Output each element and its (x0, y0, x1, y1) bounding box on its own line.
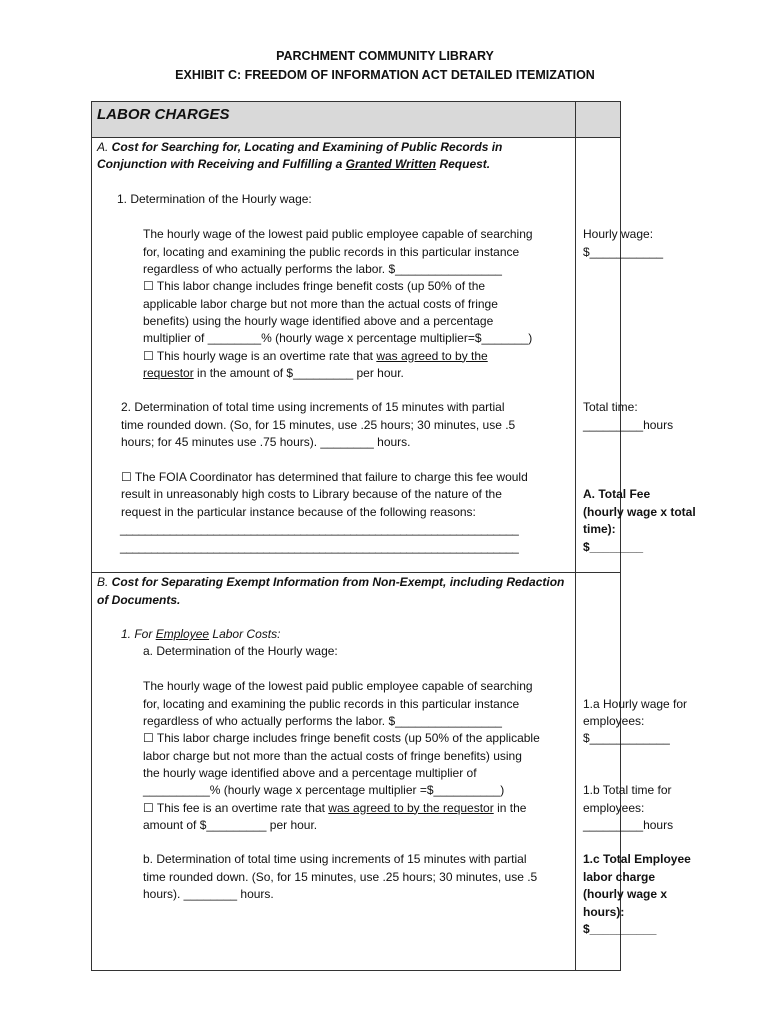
foia-reason-blank[interactable]: ________________________________________________________________ (120, 522, 519, 536)
hourly-wage-blank[interactable]: $___________ (583, 244, 664, 259)
section-b-item-b-line: time rounded down. (So, for 15 minutes, use .25 hours; 30 minutes, use .5 (143, 869, 538, 884)
employee-total-time-blank[interactable]: _________hours (583, 818, 674, 832)
foia-coordinator-line: request in the particular instance because of the following reasons: (121, 504, 476, 519)
section-a-wage-blank-line: regardless of who actually performs the labor. $________________ (143, 262, 502, 276)
section-b-wage-blank-line: regardless of who actually performs the labor. $________________ (143, 714, 502, 728)
section-a-multiplier-line: multiplier of ________% (hourly wage x percentage multiplier=$_______) (143, 331, 533, 345)
total-fee-blank[interactable]: $________ (583, 539, 644, 554)
employee-hourly-wage-label: employees: (583, 714, 645, 728)
section-divider (91, 572, 621, 573)
section-a-item-1: 1. Determination of the Hourly wage: (117, 192, 312, 206)
hourly-wage-label: Hourly wage: (583, 227, 654, 241)
section-a-wage-line: benefits) using the hourly wage identified above and a percentage (143, 314, 494, 328)
section-a-wage-line: The hourly wage of the lowest paid public employee capable of searching (143, 227, 533, 241)
employee-total-time-label: employees: (583, 800, 645, 815)
section-b-item-b-line: b. Determination of total time using increments of 15 minutes with partial (143, 852, 527, 866)
section-b-wage-line: the hourly wage identified above and a percentage multiplier of (143, 766, 477, 780)
section-b-heading-line2: of Documents. (97, 592, 181, 607)
foia-coordinator-checkbox-line[interactable]: ☐ The FOIA Coordinator has determined that failure to charge this fee would (121, 470, 528, 484)
foia-coordinator-line: result in unreasonably high costs to Library because of the nature of the (121, 487, 502, 501)
section-b-wage-line: for, locating and examining the public records in this particular instance (143, 696, 520, 711)
section-b-item-1: 1. For Employee Labor Costs: (121, 627, 281, 641)
section-a-overtime-line2: requestor in the amount of $_________ per hour. (143, 366, 404, 380)
total-fee-label: time): (583, 522, 616, 536)
column-divider (575, 101, 576, 971)
labor-charges-title: LABOR CHARGES (97, 106, 230, 123)
employee-labor-charge-label: hours): (583, 904, 625, 919)
section-a-wage-line: for, locating and examining the public records in this particular instance (143, 244, 520, 259)
employee-hourly-wage-label: 1.a Hourly wage for (583, 696, 688, 711)
section-b-overtime-line2: amount of $_________ per hour. (143, 818, 318, 832)
section-a-fringe-checkbox-line[interactable]: ☐ This labor change includes fringe benefit costs (up 50% of the (143, 279, 486, 293)
employee-labor-charge-label: (hourly wage x (583, 887, 668, 901)
section-a-item-2-line: time rounded down. (So, for 15 minutes, use .25 hours; 30 minutes, use .5 (121, 417, 516, 432)
employee-hourly-wage-blank[interactable]: $____________ (583, 731, 670, 745)
section-a-wage-line: applicable labor charge but not more than the actual costs of fringe (143, 296, 498, 311)
section-b-heading-line1: B. Cost for Separating Exempt Information from Non-Exempt, including Redaction (97, 575, 565, 589)
section-a-item-2-line: hours; for 45 minutes use .75 hours). ________ hours. (121, 435, 411, 449)
total-fee-label: (hourly wage x total (583, 504, 696, 519)
employee-labor-charge-label: 1.c Total Employee (583, 852, 691, 866)
section-b-overtime-checkbox-line[interactable]: ☐ This fee is an overtime rate that was agreed to by the requestor in the (143, 800, 527, 815)
section-b-wage-line: labor charge but not more than the actual costs of fringe benefits) using (143, 748, 522, 763)
total-fee-label: A. Total Fee (583, 487, 651, 501)
foia-reason-blank[interactable]: ________________________________________________________________ (120, 539, 519, 554)
section-b-wage-line: The hourly wage of the lowest paid public employee capable of searching (143, 679, 533, 693)
header-divider (91, 137, 621, 138)
section-b-multiplier-line: __________% (hourly wage x percentage multiplier =$__________) (143, 783, 505, 797)
section-a-heading-line1: A. Cost for Searching for, Locating and Examining of Public Records in (97, 140, 503, 154)
granted-written-underlined: Granted Written (345, 157, 437, 171)
section-b-item-b-line: hours). ________ hours. (143, 887, 274, 901)
section-b-fringe-checkbox-line[interactable]: ☐ This labor charge includes fringe benefit costs (up 50% of the applicable (143, 731, 540, 745)
section-a-overtime-checkbox-line[interactable]: ☐ This hourly wage is an overtime rate that was agreed to by the (143, 348, 488, 363)
employee-labor-charge-blank[interactable]: $__________ (583, 922, 657, 936)
library-name-heading: PARCHMENT COMMUNITY LIBRARY (276, 49, 494, 63)
section-b-item-a: a. Determination of the Hourly wage: (143, 644, 338, 658)
section-a-item-2-line: 2. Determination of total time using increments of 15 minutes with partial (121, 400, 505, 414)
employee-labor-charge-label: labor charge (583, 869, 656, 884)
employee-total-time-label: 1.b Total time for (583, 783, 672, 797)
exhibit-title-heading: EXHIBIT C: FREEDOM OF INFORMATION ACT DETAILED ITEMIZATION (175, 68, 595, 82)
total-time-blank[interactable]: _________hours (583, 417, 674, 432)
section-a-heading-line2: Conjunction with Receiving and Fulfilling a Granted Written Request. (97, 157, 491, 171)
total-time-label: Total time: (583, 400, 638, 414)
